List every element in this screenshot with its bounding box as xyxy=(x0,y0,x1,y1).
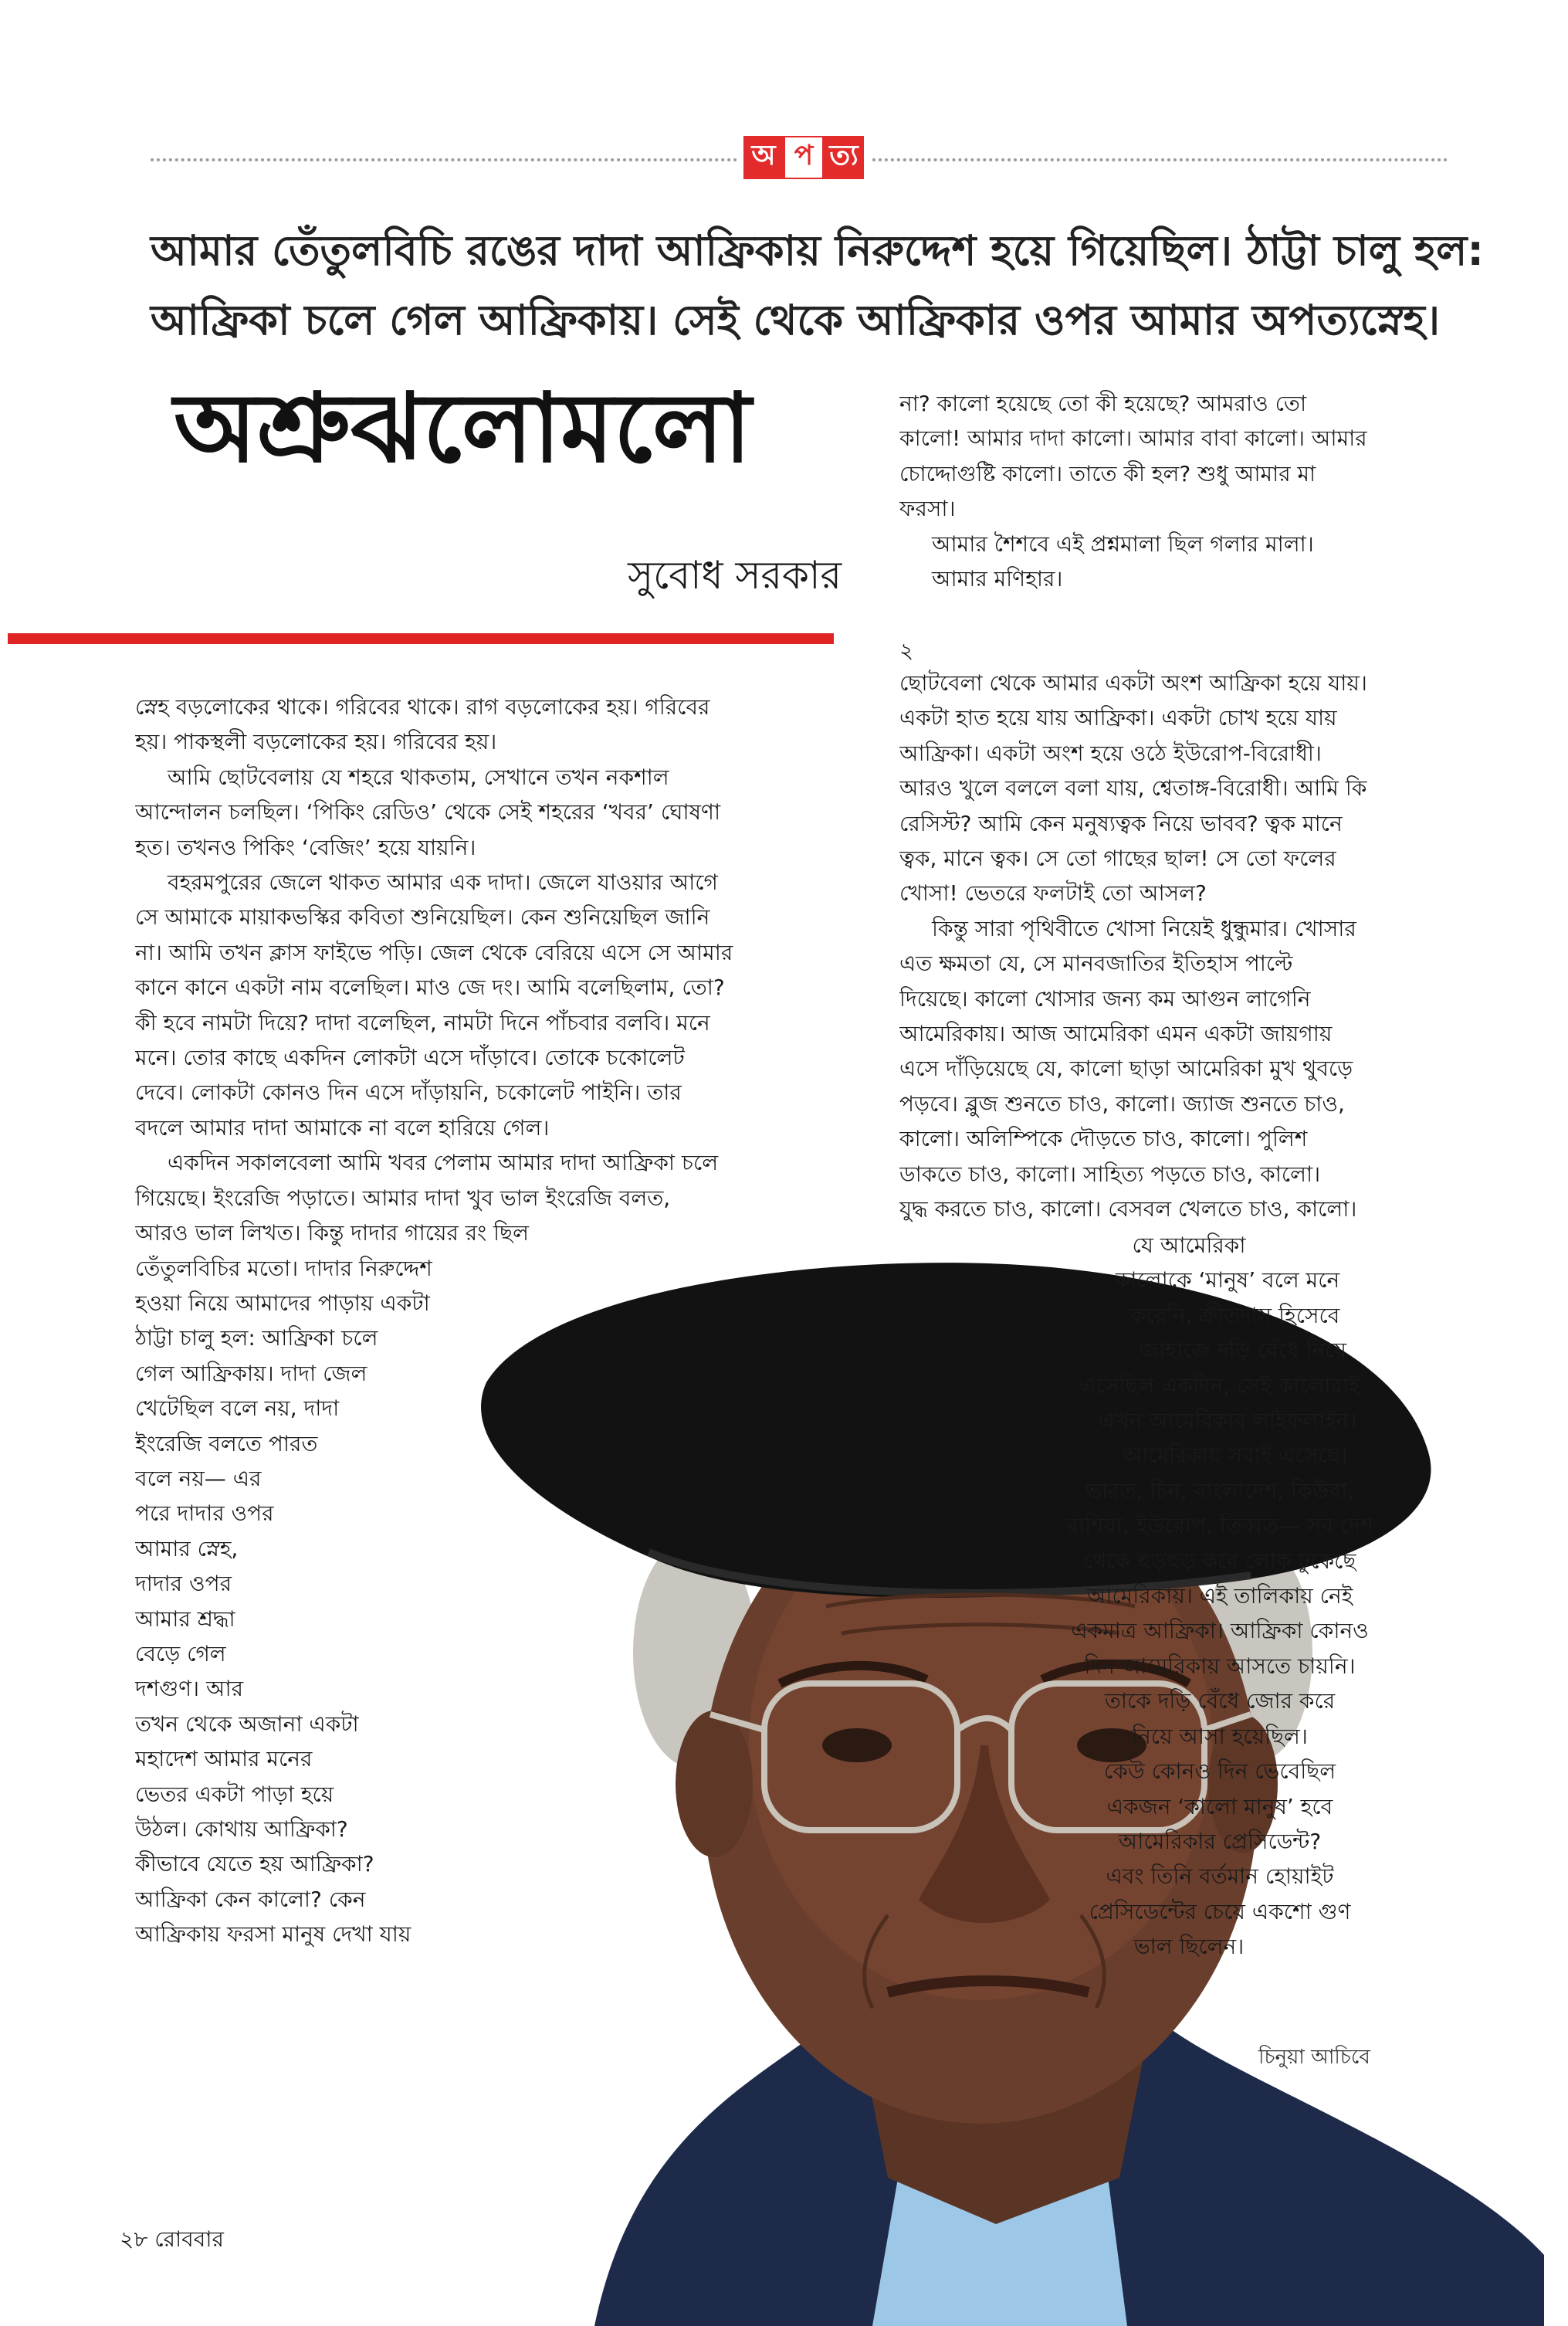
body-line: আরও ভাল লিখত। কিন্তু দাদার গায়ের রং ছিল xyxy=(135,1220,529,1246)
section-number xyxy=(899,633,913,668)
body-line: আমেরিকার প্রেসিডেন্ট? xyxy=(1118,1828,1322,1854)
body-line: পরে দাদার ওপর xyxy=(135,1500,274,1527)
body-line: কানে কানে একটা নাম বলেছিল। মাও জে দং। আমি বলেছিলাম, তো? xyxy=(135,975,725,1001)
headline: অশ্রুঝলোমলো xyxy=(174,372,752,484)
body-line: রাশিয়া, ইউরোপ, তিব্বত— সব দেশ xyxy=(1066,1513,1373,1539)
body-line: না? কালো হয়েছে তো কী হয়েছে? আমরাও তো xyxy=(899,391,1307,416)
body-line: কালো! আমার দাদা কালো। আমার বাবা কালো। আমার xyxy=(899,426,1367,452)
body-line: মহাদেশ আমার মনের xyxy=(135,1746,313,1772)
body-line: কী হবে নামটা দিয়ে? দাদা বলেছিল, নামটা দিনে পাঁচবার বলবি। মনে xyxy=(135,1009,710,1036)
body-line: হয়। পাকস্থলী বড়লোকের হয়। গরিবের হয়। xyxy=(135,729,497,755)
body-line: বহরমপুরের জেলে থাকত আমার এক দাদা। জেলে যাওয়ার আগে xyxy=(168,870,718,896)
body-line: আফ্রিকা। একটা অংশ হয়ে ওঠে ইউরোপ-বিরোধী। xyxy=(899,740,1322,766)
body-line: কালো। অলিম্পিকে দৌড়তে চাও, কালো। পুলিশ xyxy=(899,1126,1308,1152)
body-line: এখন আমেরিকার লাইফলাইন। xyxy=(1098,1408,1357,1434)
body-line: আমার শ্রদ্ধা xyxy=(135,1605,235,1632)
section-number-text: ২ xyxy=(899,638,914,663)
body-line: চোদ্দোগুষ্টি কালো। তাতে কী হল? শুধু আমার মা xyxy=(899,460,1316,487)
body-line: একজন ‘কালো মানুষ’ হবে xyxy=(1106,1793,1333,1819)
body-line: কীভাবে যেতে হয় আফ্রিকা? xyxy=(135,1851,374,1877)
body-line: দাদার ওপর xyxy=(135,1571,232,1597)
body-line: এসেছিল একদিন, সেই কালোরাই xyxy=(1079,1372,1360,1399)
body-line: রেসিস্ট? আমি কেন মনুষ্যত্বক নিয়ে ভাবব? ত্বক মানে xyxy=(899,810,1343,836)
body-line: ইংরেজি বলতে পারত xyxy=(135,1430,318,1456)
body-line: আমার শৈশবে এই প্রশ্নমালা ছিল গলার মালা। xyxy=(932,531,1314,557)
body-line: আন্দোলন চলছিল। ‘পিকিং রেডিও’ থেকে সেই শহরের ‘খবর’ ঘোষণা xyxy=(135,799,721,826)
body-column-right-wrap xyxy=(1004,1228,1436,1965)
body-line: কিন্তু সারা পৃথিবীতে খোসা নিয়েই ধুন্ধুমার। খোসার xyxy=(932,915,1356,941)
section-logo xyxy=(743,136,864,179)
body-line: বলে নয়— এর xyxy=(135,1465,262,1491)
body-line: আরও খুলে বললে বলা যায়, শ্বেতাঙ্গ-বিরোধী। আমি কি xyxy=(899,775,1367,802)
body-line: প্রেসিডেন্টের চেয়ে একশো গুণ xyxy=(1089,1898,1351,1924)
body-line: ঠাট্টা চালু হল: আফ্রিকা চলে xyxy=(135,1325,378,1351)
body-line: হওয়া নিয়ে আমাদের পাড়ায় একটা xyxy=(135,1290,430,1316)
body-line: তাকে দড়ি বেঁধে জোর করে xyxy=(1104,1688,1336,1714)
body-line: যুদ্ধ করতে চাও, কালো। বেসবল খেলতে চাও, কালো। xyxy=(899,1196,1357,1222)
body-line: সে আমাকে মায়াকভস্কির কবিতা শুনিয়েছিল। কেন শুনিয়েছিল জানি xyxy=(135,904,710,931)
body-line: পড়বে। ব্লুজ শুনতে চাও, কালো। জ্যাজ শুনতে চাও, xyxy=(899,1090,1345,1117)
section-logo-letter: অ xyxy=(743,136,784,179)
photo-caption: চিনুয়া আচিবে xyxy=(1258,2046,1370,2069)
section-rule-left xyxy=(151,158,737,161)
body-line: কালোকে ‘মানুষ’ বলে মনে xyxy=(1115,1267,1340,1294)
body-line: আমেরিকায়। এই তালিকায় নেই xyxy=(1086,1583,1353,1609)
body-line: দশগুণ। আর xyxy=(135,1676,244,1702)
body-line: গিয়েছে। ইংরেজি পড়াতে। আমার দাদা খুব ভাল ইংরেজি বলত, xyxy=(135,1185,671,1211)
body-line: করেনি, ক্রীতদাস হিসেবে xyxy=(1130,1302,1340,1328)
body-line: খোসা! ভেতরে ফলটাই তো আসল? xyxy=(899,880,1207,907)
body-line: ভেতর একটা পাড়া হয়ে xyxy=(135,1781,334,1807)
body-column-right-top xyxy=(899,386,1455,596)
body-line: হত। তখনও পিকিং ‘বেজিং’ হয়ে যায়নি। xyxy=(135,834,476,860)
byline: সুবোধ সরকার xyxy=(628,553,842,598)
body-line: গেল আফ্রিকায়। দাদা জেল xyxy=(135,1360,367,1386)
body-line: বদলে আমার দাদা আমাকে না বলে হারিয়ে গেল। xyxy=(135,1114,550,1141)
body-line: একদিন সকালবেলা আমি খবর পেলাম আমার দাদা আফ্রিকা চলে xyxy=(168,1150,719,1176)
body-line: স্নেহ বড়লোকের থাকে। গরিবের থাকে। রাগ বড়লোকের হয়। গরিবের xyxy=(135,694,710,720)
body-line: কেউ কোনও দিন ভেবেছিল xyxy=(1103,1758,1336,1785)
body-line: দিন আমেরিকায় আসতে চায়নি। xyxy=(1084,1653,1356,1679)
body-line: তেঁতুলবিচির মতো। দাদার নিরুদ্দেশ xyxy=(135,1255,432,1281)
body-line: আমার মণিহার। xyxy=(932,566,1063,592)
body-line: একমাত্র আফ্রিকা। আফ্রিকা কোনও xyxy=(1071,1618,1369,1644)
headline-rule xyxy=(8,633,834,644)
body-line: মনে। তোর কাছে একদিন লোকটা এসে দাঁড়াবে। তোকে চকোলেট xyxy=(135,1045,685,1071)
body-line: খেটেছিল বলে নয়, দাদা xyxy=(135,1395,340,1422)
section-logo-letter: প xyxy=(784,136,824,179)
body-line: ছোটবেলা থেকে আমার একটা অংশ আফ্রিকা হয়ে যায়। xyxy=(899,670,1367,696)
standfirst-line: আফ্রিকা চলে গেল আফ্রিকায়। সেই থেকে আফ্রিকার ওপর আমার অপত্যস্নেহ। xyxy=(151,296,1441,344)
standfirst-line: আমার তেঁতুলবিচি রঙের দাদা আফ্রিকায় নিরুদ্দেশ হয়ে গিয়েছিল। ঠাট্টা চালু হল: xyxy=(151,226,1484,275)
body-column-left xyxy=(135,690,834,1952)
section-rule-right xyxy=(872,158,1448,161)
body-line: ডাকতে চাও, কালো। সাহিত্য পড়তে চাও, কালো। xyxy=(899,1161,1321,1187)
body-line: এত ক্ষমতা যে, সে মানবজাতির ইতিহাস পাল্টে xyxy=(899,951,1293,977)
body-line: আমেরিকায় সবাই এসেছে। xyxy=(1123,1443,1348,1469)
body-line: নিয়ে আসা হয়েছিল। xyxy=(1132,1723,1308,1749)
body-line: দেবে। লোকটা কোনও দিন এসে দাঁড়ায়নি, চকোলেট পাইনি। তার xyxy=(135,1080,682,1106)
body-line: আমি ছোটবেলায় যে শহরে থাকতাম, সেখানে তখন নকশাল xyxy=(168,764,669,790)
section-logo-letter: ত্য xyxy=(824,136,864,179)
body-line: যে আমেরিকা xyxy=(1132,1233,1246,1258)
body-line: থেকে হুড়হুড় করে লোক ঢুকেছে xyxy=(1083,1548,1356,1574)
standfirst xyxy=(151,216,1484,355)
body-column-right xyxy=(899,666,1455,1227)
body-line: এবং তিনি বর্তমান হোয়াইট xyxy=(1106,1863,1334,1890)
body-line: ভারত, চিন, বাংলাদেশ, কিউবা, xyxy=(1085,1477,1354,1504)
body-line: আমার স্নেহ, xyxy=(135,1535,239,1561)
body-line: এসে দাঁড়িয়েছে যে, কালো ছাড়া আমেরিকা মুখ থুবড়ে xyxy=(899,1056,1353,1082)
body-line: জাহাজে দড়ি বেঁধে নিয়ে xyxy=(1139,1338,1347,1364)
page-folio: ২৮ রোববার xyxy=(120,2226,224,2252)
body-line: আফ্রিকায় ফরসা মানুষ দেখা যায় xyxy=(135,1921,411,1948)
body-line: বেড়ে গেল xyxy=(135,1640,226,1667)
body-line: তখন থেকে অজানা একটা xyxy=(135,1711,359,1737)
body-line: একটা হাত হয়ে যায় আফ্রিকা। একটা চোখ হয়ে যায় xyxy=(899,705,1337,731)
body-line: ফরসা। xyxy=(899,496,956,522)
body-line: দিয়েছে। কালো খোসার জন্য কম আগুন লাগেনি xyxy=(899,985,1311,1012)
body-line: উঠল। কোথায় আফ্রিকা? xyxy=(135,1816,348,1842)
body-line: আমেরিকায়। আজ আমেরিকা এমন একটা জায়গায় xyxy=(899,1021,1333,1047)
body-line: ভাল ছিলেন। xyxy=(1133,1934,1245,1960)
body-line: না। আমি তখন ক্লাস ফাইভে পড়ি। জেল থেকে বেরিয়ে এসে সে আমার xyxy=(135,939,733,965)
body-line: আফ্রিকা কেন কালো? কেন xyxy=(135,1886,366,1912)
body-line: ত্বক, মানে ত্বক। সে তো গাছের ছাল! সে তো ফলের xyxy=(899,846,1336,872)
